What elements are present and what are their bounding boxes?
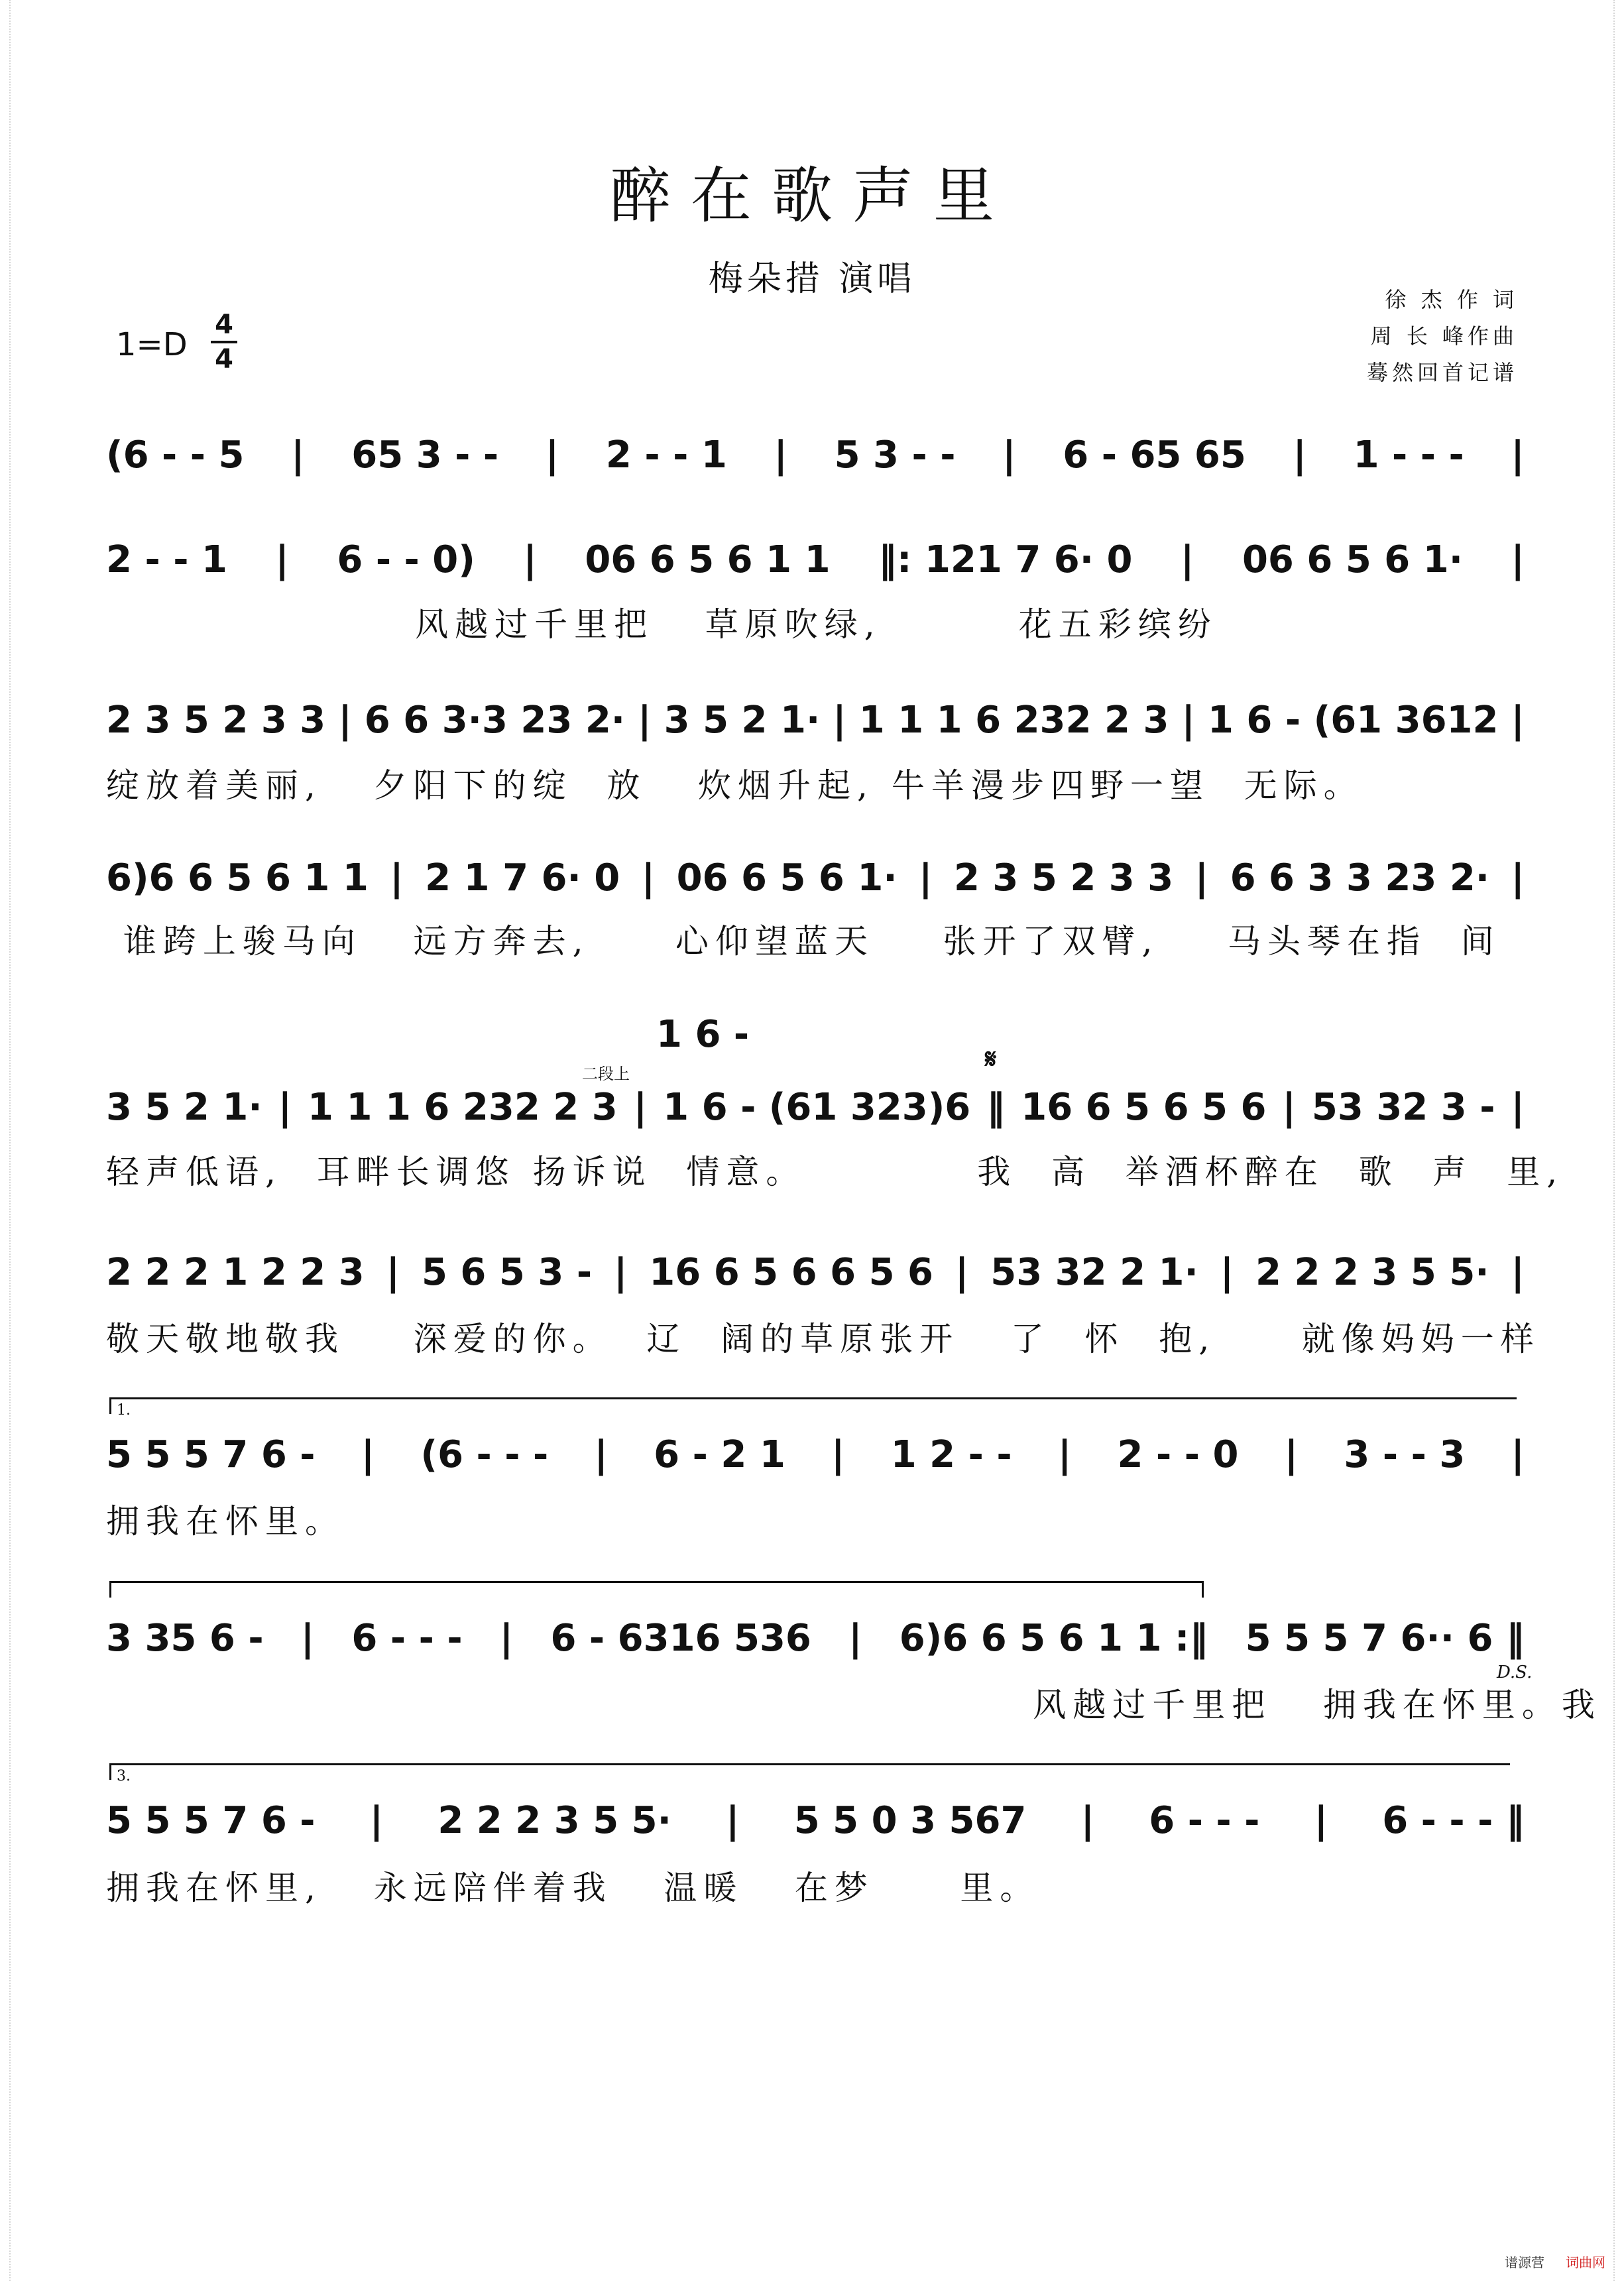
notation-row: 5 5 5 7 6 - | (6 - - - | 6 - 2 1 | 1 2 - - | 2 - - 0 | 3 - - 3 | [106, 1432, 1525, 1478]
measure: 6 - - - [1149, 1799, 1260, 1842]
measure: 6 - 65 65 [1063, 434, 1246, 477]
lyric-line: 轻声低语, 耳畔长调悠 扬诉说 情意。 我 高 举酒杯醉在 歌 声 里, [106, 1153, 1564, 1191]
lyric-line: 风越过千里把 拥我在怀里。我 [106, 1686, 1601, 1724]
measure: 65 3 - - [351, 434, 499, 477]
measure: 6 - 2 1 [654, 1433, 785, 1476]
measure: 06 6 5 6 1· [676, 856, 898, 900]
first-ending-number: 1. [117, 1402, 131, 1419]
measure: (6 - - 5 [106, 434, 245, 477]
measure: 2 1 7 6· 0 [425, 856, 620, 900]
meter-top: 4 [215, 310, 233, 340]
measure: 06 6 5 6 1 1 [585, 538, 831, 581]
measure: 2 - - 1 [605, 434, 727, 477]
measure: 16 6 5 6 6 5 6 [649, 1251, 933, 1294]
composer-credit: 周 长 峰作曲 [1370, 323, 1518, 349]
song-title: 醉在歌声里 [609, 160, 1014, 231]
measure: 6 - - 0) [337, 538, 475, 581]
measure: 5 5 5 7 6 - [106, 1433, 316, 1476]
lyric-line: 风越过千里把 草原吹绿, 花五彩缤纷 [106, 605, 1218, 644]
notation-row: (6 - - 5 | 65 3 - - | 2 - - 1 | 5 3 - - | 6 - 65 65 | 1 - - - | [106, 432, 1525, 479]
measure: 6 - - - [351, 1617, 463, 1660]
measure: 5 3 - - [834, 434, 956, 477]
measure: 6 - - - ‖ [1382, 1799, 1525, 1842]
measure: 5 5 0 3 567 [793, 1799, 1027, 1842]
lyric-line: 敬天敬地敬我 深爱的你。 辽 阔的草原张开 了 怀 抱, 就像妈妈一样 [106, 1320, 1540, 1358]
footer-site-mark: 词曲网 [1566, 2254, 1605, 2270]
transcriber-credit: 蓦然回首记谱 [1366, 360, 1518, 385]
measure: 6 6 3·3 23 2· [364, 699, 626, 742]
repeat-ending-bracket [109, 1581, 1204, 1598]
notation-row: 3 5 2 1· | 1 1 1 6 232 2 3 | 1 6 - (61 323)6 ‖ 16 6 5 6 5 6 | 53 32 3 - | [106, 1084, 1525, 1131]
second-section-mark: 二段上 [582, 1065, 630, 1083]
measure: 2 2 2 3 5 5· [437, 1799, 671, 1842]
third-ending-number: 3. [117, 1768, 131, 1784]
alternate-notes: 1 6 - [656, 1013, 750, 1056]
measure: 2 2 2 1 2 2 3 [106, 1251, 365, 1294]
measure: 6)6 6 5 6 1 1 [106, 856, 369, 900]
left-margin-decoration [0, 0, 11, 2281]
measure: 6 - 6316 536 [550, 1617, 811, 1660]
lyric-line: 谁跨上骏马向 远方奔去, 心仰望蓝天 张开了双臂, 马头琴在指 间 [106, 922, 1501, 961]
notation-row: 3 35 6 - | 6 - - - | 6 - 6316 536 | 6)6 6 5 6 1 1 :‖ 5 5 5 7 6·· 6 ‖ [106, 1615, 1525, 1662]
notation-row: 6)6 6 5 6 1 1 | 2 1 7 6· 0 | 06 6 5 6 1· | 2 3 5 2 3 3 | 6 6 3 3 23 2· | [106, 855, 1525, 902]
measure: 1 1 1 6 232 2 3 [308, 1086, 618, 1129]
measure: 1 1 1 6 232 2 3 [858, 699, 1169, 742]
measure: 3 5 2 1· [106, 1086, 262, 1129]
notation-row: 5 5 5 7 6 - | 2 2 2 3 5 5· | 5 5 0 3 567 | 6 - - - | 6 - - - ‖ [106, 1798, 1525, 1844]
measure: 16 6 5 6 5 6 [1021, 1086, 1267, 1129]
notation-row: 2 - - 1 | 6 - - 0) | 06 6 5 6 1 1 ‖: 121 7 6· 0 | 06 6 5 6 1· | [106, 537, 1525, 583]
measure: 6 6 3 3 23 2· [1230, 856, 1490, 900]
measure: 2 3 5 2 3 3 [953, 856, 1174, 900]
notation-row: 2 2 2 1 2 2 3 | 5 6 5 3 - | 16 6 5 6 6 5 6 | 53 32 2 1· | 2 2 2 3 5 5· | [106, 1250, 1525, 1296]
measure: 2 - - 0 [1117, 1433, 1239, 1476]
ds-mark: D.S. [1497, 1663, 1533, 1682]
segno-mark: 𝄋 [985, 1044, 997, 1075]
key-signature: 1=D [116, 326, 188, 363]
measure: 53 32 3 - [1311, 1086, 1495, 1129]
lyricist-credit: 徐 杰 作 词 [1385, 287, 1518, 312]
measure: 5 5 5 7 6 - [106, 1799, 316, 1842]
lyric-line: 拥我在怀里, 永远陪伴着我 温暖 在梦 里。 [106, 1869, 1040, 1907]
third-ending-bracket [109, 1763, 1510, 1784]
measure: 06 6 5 6 1· [1242, 538, 1463, 581]
measure: 2 3 5 2 3 3 [106, 699, 326, 742]
measure: 6)6 6 5 6 1 1 :‖ [899, 1617, 1208, 1660]
notation-row: 2 3 5 2 3 3 | 6 6 3·3 23 2· | 3 5 2 1· | 1 1 1 6 232 2 3 | 1 6 - (61 3612 | [106, 697, 1525, 744]
measure: 1 6 - (61 323)6 [663, 1086, 971, 1129]
measure: 3 - - 3 [1344, 1433, 1466, 1476]
measure: ‖: 121 7 6· 0 [878, 538, 1133, 581]
lyric-line: 拥我在怀里。 [106, 1502, 345, 1541]
measure: 53 32 2 1· [990, 1251, 1198, 1294]
performer-line: 梅朵措 演唱 [708, 259, 916, 299]
measure: 1 2 - - [890, 1433, 1012, 1476]
lyric-line: 绽放着美丽, 夕阳下的绽 放 炊烟升起, 牛羊漫步四野一望 无际。 [106, 766, 1363, 805]
time-signature [211, 310, 237, 374]
measure: 2 - - 1 [106, 538, 227, 581]
measure: 2 2 2 3 5 5· [1255, 1251, 1489, 1294]
meter-bottom: 4 [215, 344, 233, 375]
measure: (6 - - - [420, 1433, 549, 1476]
first-ending-bracket [109, 1397, 1517, 1419]
measure: 5 5 5 7 6·· 6 ‖ [1245, 1617, 1525, 1660]
measure: 3 35 6 - [106, 1617, 264, 1660]
footer-source-mark: 谱源营 [1505, 2254, 1544, 2270]
measure: 5 6 5 3 - [421, 1251, 593, 1294]
credits-block [1367, 282, 1518, 391]
right-margin-decoration [1613, 0, 1624, 2281]
measure: 1 - - - [1353, 434, 1464, 477]
measure: 3 5 2 1· [664, 699, 821, 742]
measure: 1 6 - (61 3612 [1207, 699, 1499, 742]
